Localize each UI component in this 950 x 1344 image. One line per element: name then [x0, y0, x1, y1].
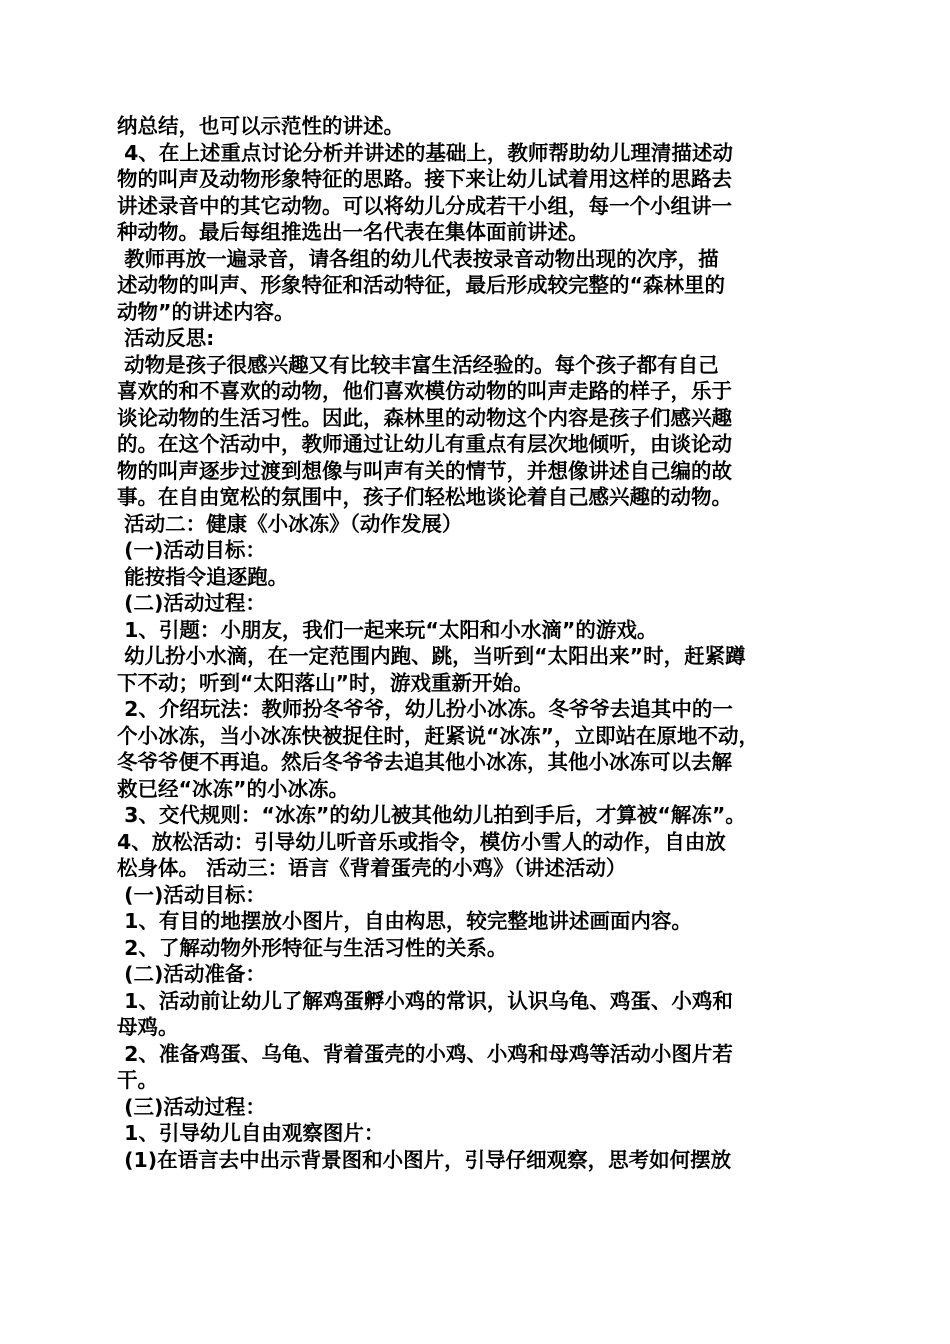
- text-line: 教师再放一遍录音，请各组的幼儿代表按录音动物出现的次序，描: [117, 246, 719, 271]
- subsection-heading: (二)活动过程：: [117, 591, 266, 615]
- text-line: 4、放松活动：引导幼儿听音乐或指令，模仿小雪人的动作，自由放: [117, 829, 726, 854]
- text-line: 种动物。最后每组推选出一名代表在集体面前讲述。: [117, 220, 589, 244]
- subsection-heading: (一)活动目标：: [117, 538, 266, 562]
- text-line: 动物”的讲述内容。: [117, 299, 295, 324]
- text-line: 2、准备鸡蛋、乌龟、背着蛋壳的小鸡、小鸡和母鸡等活动小图片若: [117, 1041, 733, 1066]
- text-line: 1、活动前让幼儿了解鸡蛋孵小鸡的常识，认识乌龟、鸡蛋、小鸡和: [117, 988, 733, 1013]
- text-line: 能按指令追逐跑。: [117, 564, 289, 589]
- text-line: 干。: [117, 1068, 158, 1092]
- text-line: 谈论动物的生活习性。因此，森林里的动物这个内容是孩子们感兴趣: [117, 405, 732, 430]
- text-line: 松身体。 活动三：语言《背着蛋壳的小鸡》（讲述活动）: [117, 856, 627, 880]
- subsection-heading: (二)活动准备：: [117, 962, 266, 986]
- text-line: 1、引导幼儿自由观察图片：: [117, 1121, 385, 1145]
- text-line: 喜欢的和不喜欢的动物，他们喜欢模仿动物的叫声走路的样子，乐于: [117, 379, 732, 403]
- text-line: 讲述录音中的其它动物。可以将幼儿分成若干小组，每一个小组讲一: [117, 193, 732, 218]
- document-body: [117, 113, 847, 1173]
- text-line: 4、在上述重点讨论分析并讲述的基础上，教师帮助幼儿理清描述动: [117, 140, 733, 165]
- text-line: 1、引题：小朋友，我们一起来玩“太阳和小水滴”的游戏。: [117, 617, 658, 642]
- text-line: 物的叫声及动物形象特征的思路。接下来让幼儿试着用这样的思路去: [117, 167, 732, 191]
- text-line: 母鸡。: [117, 1015, 179, 1039]
- text-line: 3、交代规则：“冰冻”的幼儿被其他幼儿拍到手后，才算被“解冻”。: [117, 803, 746, 827]
- text-line: 冬爷爷便不再追。然后冬爷爷去追其他小冰冻，其他小冰冻可以去解: [117, 750, 732, 774]
- text-line: 下不动；听到“太阳落山”时，游戏重新开始。: [117, 670, 534, 695]
- subsection-heading: (一)活动目标：: [117, 882, 266, 907]
- section-heading: 活动反思:: [117, 326, 215, 350]
- text-line: 1、有目的地摆放小图片，自由构思，较完整地讲述画面内容。: [117, 909, 692, 933]
- text-line: 幼儿扮小水滴，在一定范围内跑、跳，当听到“太阳出来”时，赶紧蹲: [117, 644, 746, 668]
- text-line: 2、介绍玩法：教师扮冬爷爷，幼儿扮小冰冻。冬爷爷去追其中的一: [117, 697, 733, 721]
- text-line: 事。在自由宽松的氛围中，孩子们轻松地谈论着自己感兴趣的动物。: [117, 485, 732, 509]
- text-line: 的。在这个活动中，教师通过让幼儿有重点有层次地倾听，由谈论动: [117, 432, 732, 456]
- text-line: 纳总结，也可以示范性的讲述。: [117, 114, 404, 138]
- section-heading: 活动二：健康《小冰冻》（动作发展）: [117, 511, 463, 536]
- text-line: 述动物的叫声、形象特征和活动特征，最后形成较完整的“森林里的: [117, 273, 725, 297]
- text-line: 个小冰冻，当小冰冻快被捉住时，赶紧说“冰冻”，立即站在原地不动，: [117, 723, 759, 748]
- subsection-heading: (三)活动过程：: [117, 1094, 266, 1119]
- text-line: 物的叫声逐步过渡到想像与叫声有关的情节，并想像讲述自己编的故: [117, 458, 732, 483]
- text-line: 救已经“冰冻”的小冰冻。: [117, 776, 349, 801]
- text-line: 动物是孩子很感兴趣又有比较丰富生活经验的。每个孩子都有自己: [117, 352, 719, 377]
- text-line: 2、了解动物外形特征与生活习性的关系。: [117, 935, 508, 960]
- text-line: (1)在语言去中出示背景图和小图片，引导仔细观察，思考如何摆放: [117, 1147, 732, 1172]
